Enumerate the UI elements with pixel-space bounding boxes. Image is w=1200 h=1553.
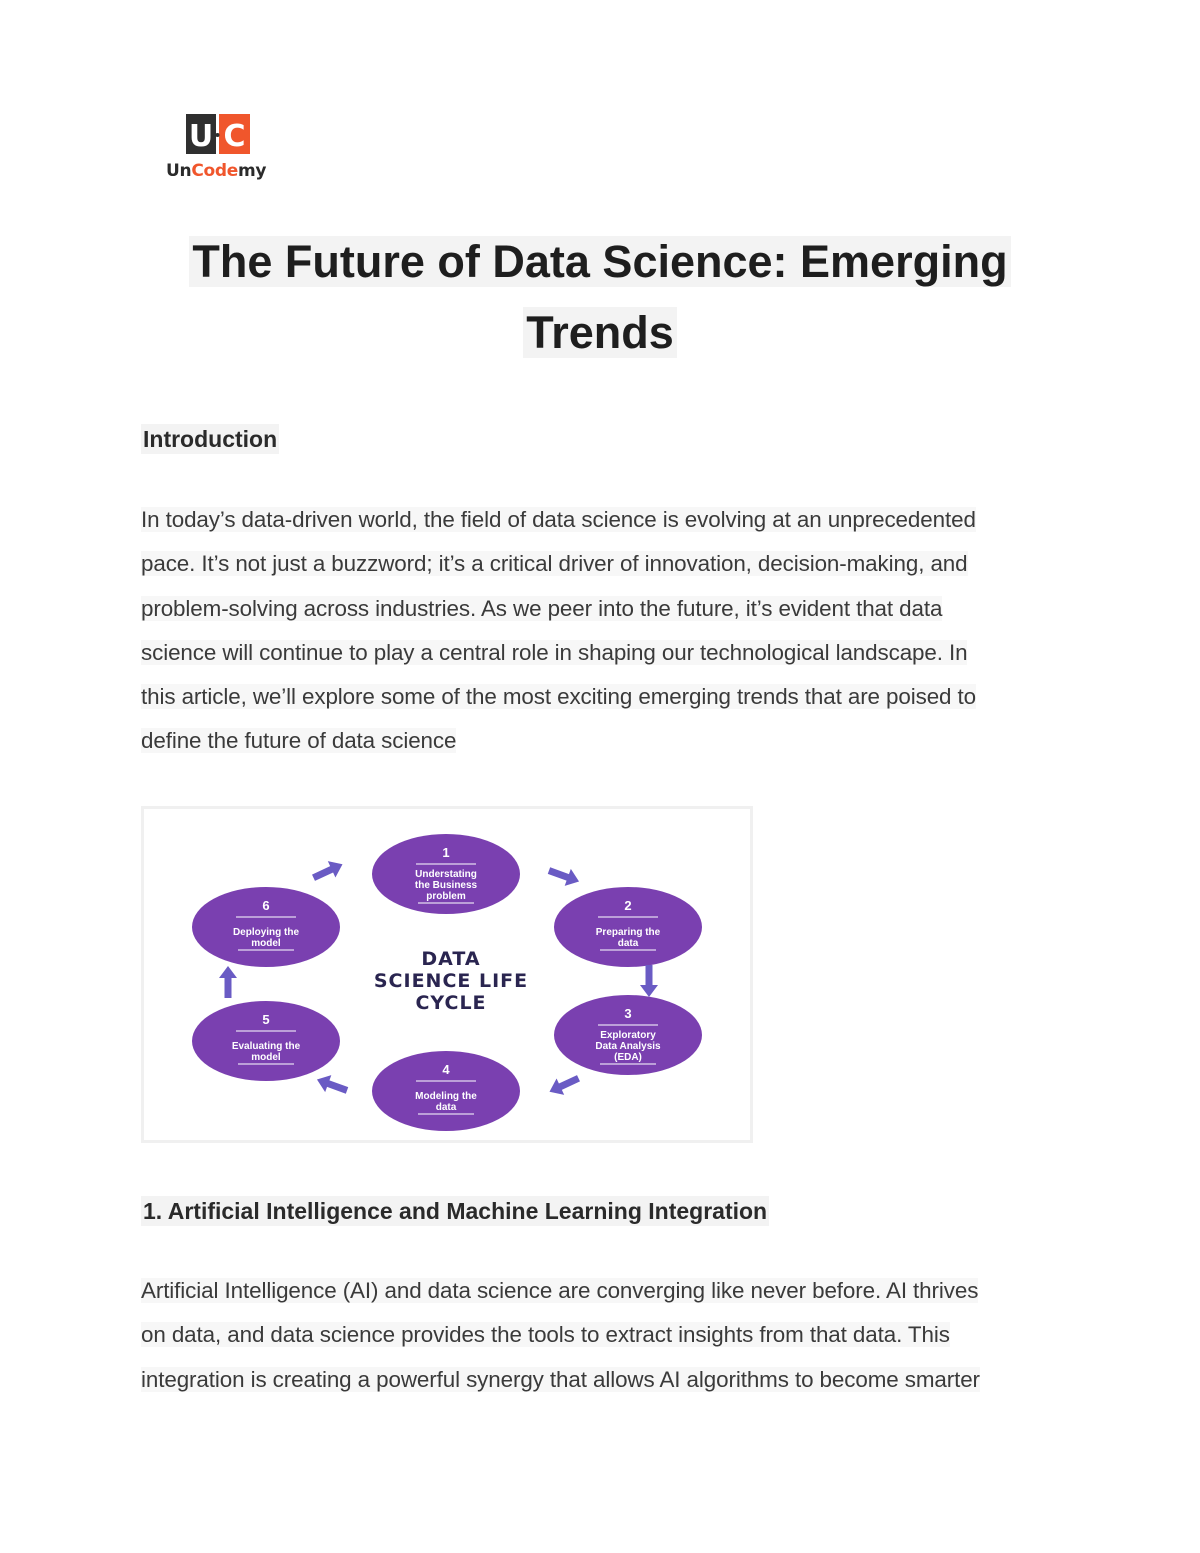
lifecycle-diagram bbox=[144, 809, 750, 1140]
lifecycle-arrow-shape bbox=[546, 1070, 583, 1100]
lifecycle-step-number: 6 bbox=[262, 898, 270, 913]
section1-heading-text: 1. Artificial Intelligence and Machine Learning Integration bbox=[143, 1198, 768, 1224]
paragraph-line-text: problem-solving across industries. As we peer into the future, it’s evident that data bbox=[141, 595, 943, 621]
logo-mark-dot bbox=[216, 133, 220, 137]
lifecycle-arrow-icon bbox=[546, 1070, 583, 1100]
lifecycle-arrow-icon bbox=[310, 856, 347, 886]
paragraph-line bbox=[141, 1313, 1051, 1357]
lifecycle-step-label: Evaluating the bbox=[231, 1041, 301, 1052]
paragraph-line bbox=[141, 1358, 1051, 1402]
lifecycle-step-label: data bbox=[435, 1102, 457, 1113]
logo-mark-left: U bbox=[188, 119, 214, 154]
lifecycle-step-label: Exploratory bbox=[600, 1030, 656, 1041]
lifecycle-step-label: Understating bbox=[415, 869, 477, 880]
logo-mark-right: C bbox=[223, 119, 246, 154]
lifecycle-step-label: Preparing the bbox=[595, 927, 661, 938]
paragraph-line-text: Artificial Intelligence (AI) and data science are converging like never before. AI thrives bbox=[141, 1278, 979, 1303]
paragraph-line bbox=[141, 498, 1051, 542]
lifecycle-step-label: model bbox=[251, 938, 281, 949]
lifecycle-step-label: problem bbox=[426, 891, 466, 902]
paragraph-line-text: define the future of data science bbox=[141, 728, 457, 754]
paragraph-line bbox=[141, 631, 1051, 675]
lifecycle-step-label: Modeling the bbox=[415, 1091, 477, 1102]
lifecycle-step-number: 4 bbox=[442, 1062, 450, 1077]
title-line-1: The Future of Data Science: Emerging bbox=[189, 236, 1010, 287]
lifecycle-arrow-icon bbox=[640, 965, 658, 997]
lifecycle-step-label: the Business bbox=[414, 880, 478, 891]
lifecycle-center-title: SCIENCE LIFE bbox=[373, 970, 529, 992]
page-title bbox=[150, 226, 1050, 368]
lifecycle-step-number: 2 bbox=[624, 898, 632, 913]
paragraph-line bbox=[141, 587, 1051, 631]
lifecycle-arrow-shape bbox=[314, 1071, 350, 1099]
lifecycle-step-label: (EDA) bbox=[614, 1052, 642, 1063]
uncodemy-logo-mark bbox=[186, 114, 252, 156]
paragraph-line bbox=[141, 719, 1051, 763]
paragraph-line-text: on data, and data science provides the tools to extract insights from that data. This bbox=[141, 1322, 950, 1348]
lifecycle-arrow-shape bbox=[546, 862, 582, 890]
introduction-heading-text: Introduction bbox=[143, 426, 278, 452]
paragraph-line-text: integration is creating a powerful synergy that allows AI algorithms to become smarter bbox=[141, 1366, 980, 1392]
lifecycle-arrow-icon bbox=[546, 862, 582, 890]
wordmark-my: my bbox=[237, 161, 267, 181]
title-line-2: Trends bbox=[523, 307, 677, 358]
uncodemy-wordmark bbox=[166, 161, 266, 181]
lifecycle-arrow-icon bbox=[314, 1071, 350, 1099]
paragraph-line-text: this article, we’ll explore some of the most exciting emerging trends that are poised to bbox=[141, 684, 976, 710]
paragraph-line-text: In today’s data-driven world, the field of data science is evolving at an unprecedented bbox=[141, 507, 976, 532]
lifecycle-arrow-shape bbox=[640, 965, 658, 997]
section1-paragraph bbox=[141, 1269, 1051, 1402]
paragraph-line-text: science will continue to play a central role in shaping our technological landscape. In bbox=[141, 639, 968, 665]
paragraph-line-text: pace. It’s not just a buzzword; it’s a critical driver of innovation, decision-making, and bbox=[141, 551, 968, 577]
lifecycle-step-label: Data Analysis bbox=[595, 1041, 661, 1052]
paragraph-line bbox=[141, 542, 1051, 586]
lifecycle-step-number: 1 bbox=[442, 845, 450, 860]
lifecycle-step-label: data bbox=[617, 938, 639, 949]
lifecycle-arrow-icon bbox=[219, 966, 237, 998]
lifecycle-arrow-shape bbox=[310, 856, 347, 886]
data-science-lifecycle-figure bbox=[141, 806, 753, 1143]
paragraph-line bbox=[141, 1269, 1051, 1313]
lifecycle-step-label: model bbox=[251, 1052, 281, 1063]
introduction-heading bbox=[141, 426, 279, 453]
lifecycle-step-label: Deploying the bbox=[232, 927, 300, 938]
lifecycle-step-number: 5 bbox=[262, 1012, 270, 1027]
section1-heading bbox=[141, 1198, 769, 1225]
lifecycle-step-number: 3 bbox=[624, 1006, 632, 1021]
wordmark-code: Code bbox=[191, 161, 238, 181]
introduction-paragraph bbox=[141, 498, 1051, 764]
lifecycle-arrow-shape bbox=[219, 966, 237, 998]
lifecycle-center-title: CYCLE bbox=[415, 992, 487, 1014]
paragraph-line bbox=[141, 675, 1051, 719]
lifecycle-center-title: DATA bbox=[421, 948, 481, 970]
wordmark-un: Un bbox=[166, 161, 192, 181]
